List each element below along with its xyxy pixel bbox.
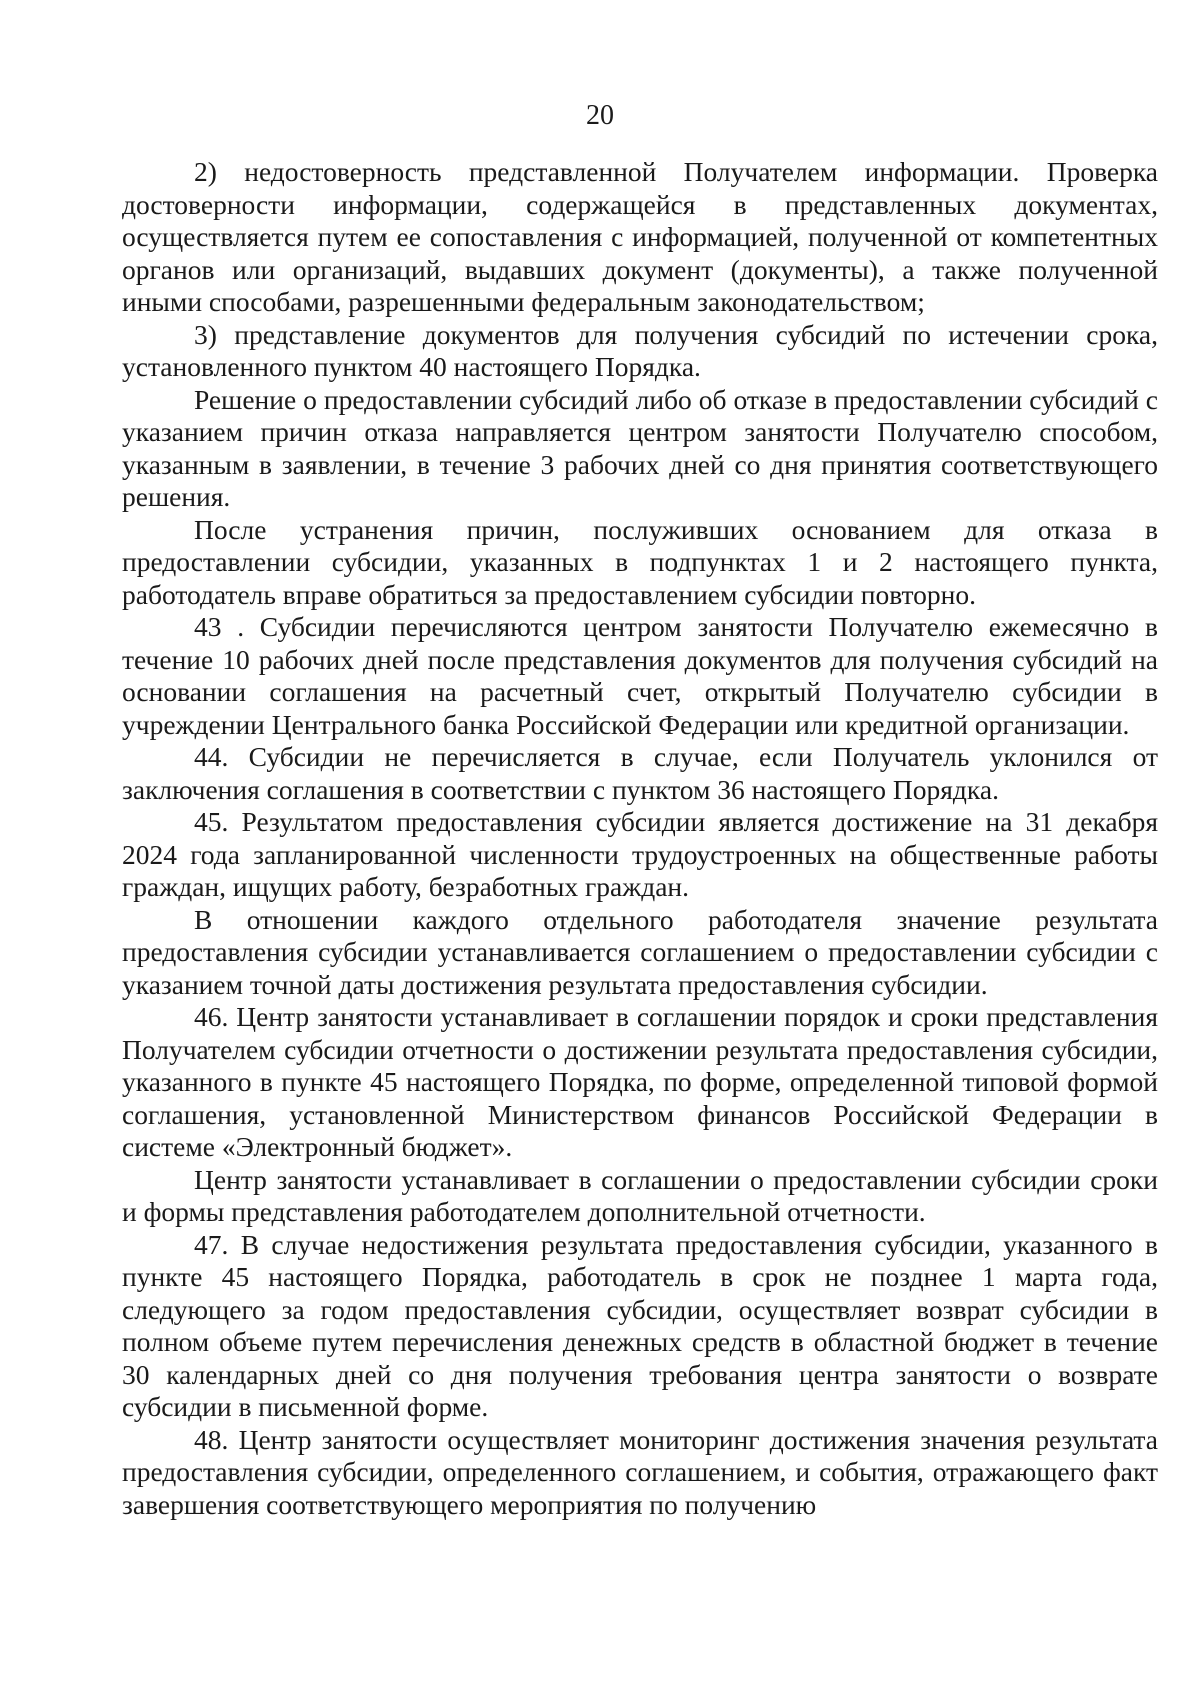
paragraph-47: 47. В случае недостижения результата предоставления субсидии, указанного в пункте 45 настоящего Порядка, работодатель в срок не позднее 1 марта года, следующего за годом предоставления субсидии, осуществляет возврат субсидии в полном объеме путем перечисления денежных средств в областной бюджет в течение 30 календарных дней со дня получения требования центра занятости о возврате субсидии в письменной форме. <box>122 1228 1158 1422</box>
paragraph-additional-reporting: Центр занятости устанавливает в соглашении о предоставлении субсидии сроки и формы представления работодателем дополнительной отчетности. <box>122 1163 1158 1227</box>
paragraph-44: 44. Субсидии не перечисляется в случае, если Получатель уклонился от заключения соглашения в соответствии с пунктом 36 настоящего Порядка. <box>122 741 1158 805</box>
paragraph-48: 48. Центр занятости осуществляет мониторинг достижения значения результата предоставления субсидии, определенного соглашением, и события, отражающего факт завершения соответствующего мероприятия по получению <box>122 1423 1158 1520</box>
paragraph-result-value: В отношении каждого отдельного работодателя значение результата предоставления субсидии устанавливается соглашением о предоставлении субсидии с указанием точной даты достижения результата предоставления субсидии. <box>122 903 1158 1000</box>
document-body <box>122 156 1158 1521</box>
paragraph-repeat-application: После устранения причин, послуживших основанием для отказа в предоставлении субсидии, указанных в подпунктах 1 и 2 настоящего пункта, работодатель вправе обратиться за предоставлением субсидии повторно. <box>122 513 1158 610</box>
paragraph-43: 43 . Субсидии перечисляются центром занятости Получателю ежемесячно в течение 10 рабочих дней после представления документов для получения субсидий на основании соглашения на расчетный счет, открытый Получателю субсидии в учреждении Центрального банка Российской Федерации или кредитной организации. <box>122 611 1158 740</box>
paragraph-45: 45. Результатом предоставления субсидии является достижение на 31 декабря 2024 года запланированной численности трудоустроенных на общественные работы граждан, ищущих работу, безработных граждан. <box>122 806 1158 902</box>
paragraph-decision: Решение о предоставлении субсидий либо об отказе в предоставлении субсидий с указанием причин отказа направляется центром занятости Получателю способом, указанным в заявлении, в течение 3 рабочих дней со дня принятия соответствующего решения. <box>122 383 1158 512</box>
page-number: 20 <box>586 100 614 131</box>
paragraph-46: 46. Центр занятости устанавливает в соглашении порядок и сроки представления Получателем субсидии отчетности о достижении результата предоставления субсидии, указанного в пункте 45 настоящего Порядка, по форме, определенной типовой формой соглашения, установленной Министерством финансов Российской Федерации в системе «Электронный бюджет». <box>122 1001 1158 1162</box>
paragraph-item-3: 3) представление документов для получения субсидий по истечении срока, установленного пунктом 40 настоящего Порядка. <box>122 318 1158 382</box>
paragraph-item-2: 2) недостоверность представленной Получателем информации. Проверка достоверности информации, содержащейся в представленных документах, осуществляется путем ее сопоставления с информацией, полученной от компетентных органов или организаций, выдавших документ (документы), а также полученной иными способами, разрешенными федеральным законодательством; <box>122 156 1158 317</box>
